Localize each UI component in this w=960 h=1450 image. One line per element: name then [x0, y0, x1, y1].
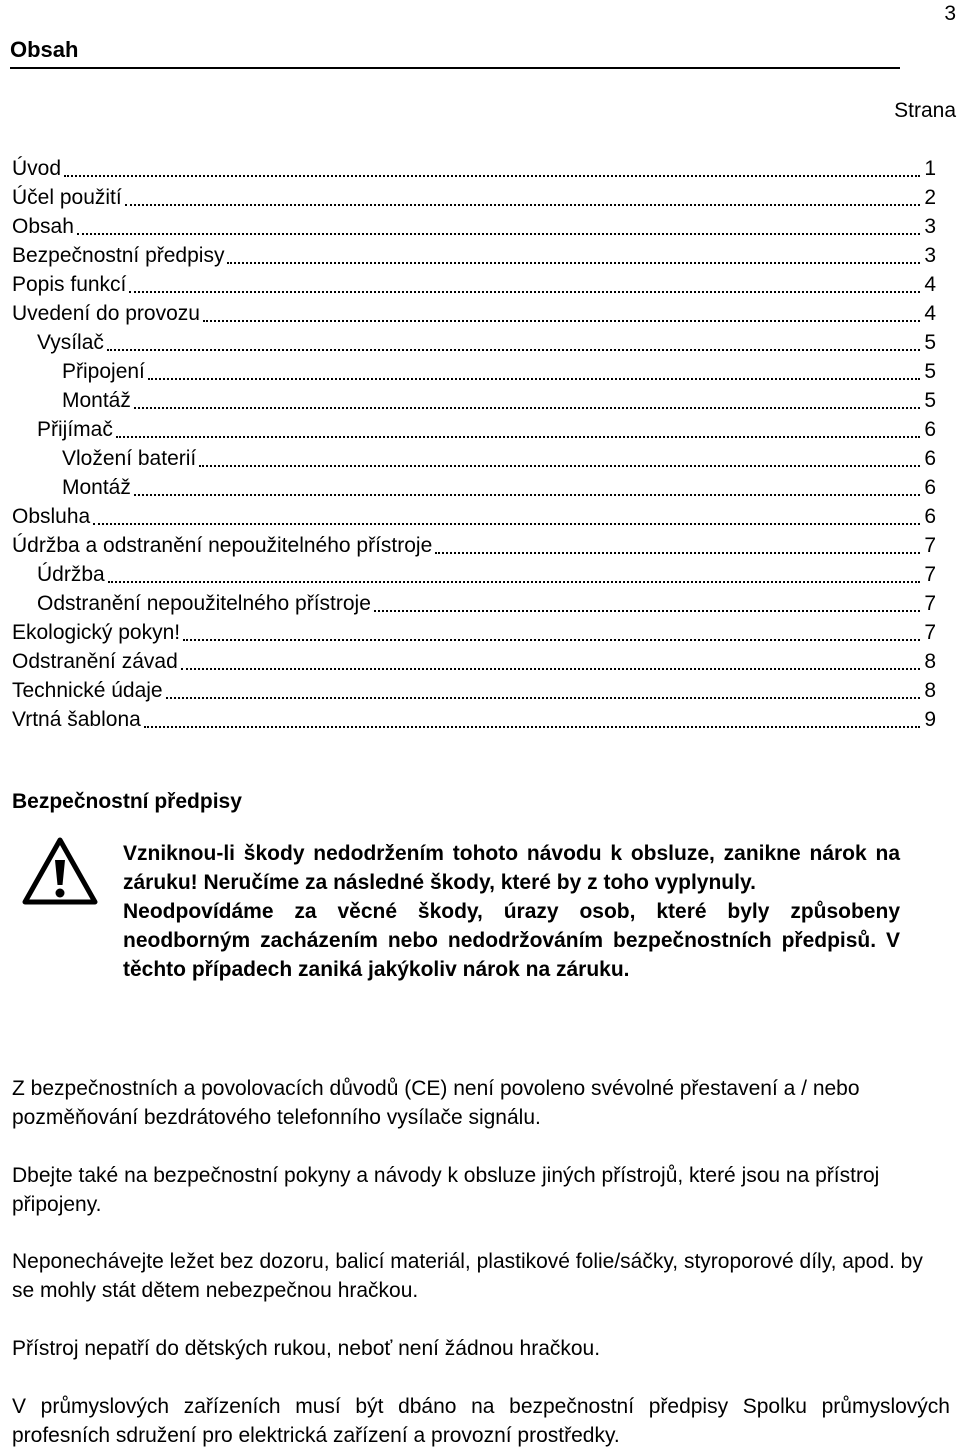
toc-entry	[12, 589, 936, 618]
toc-entry-title: Údržba	[37, 563, 105, 586]
toc-entry-title: Uvedení do provozu	[12, 302, 200, 325]
toc-entry-page: 1	[924, 157, 936, 180]
page-title: Obsah	[10, 37, 79, 62]
toc-entry	[12, 618, 936, 647]
toc-dot-leader	[144, 726, 921, 728]
toc-entry-page: 7	[924, 534, 936, 557]
page-column-label: Strana	[894, 99, 956, 122]
toc-entry-page: 3	[924, 215, 936, 238]
toc-dot-leader	[134, 407, 920, 409]
toc-entry-title: Úvod	[12, 157, 62, 180]
toc-entry	[12, 531, 936, 560]
toc-entry-page: 7	[924, 563, 936, 586]
toc-entry	[12, 357, 936, 386]
warning-paragraph: Vzniknou-li škody nedodržením tohoto návodu k obsluze, zanikne nárok na záruku! Neručíme za následné škody, které by z toho vyplynuly.	[123, 842, 900, 894]
toc-entry	[12, 473, 936, 502]
toc-dot-leader	[166, 697, 921, 699]
warning-triangle-icon	[22, 836, 98, 911]
toc-entry-title: Popis funkcí	[12, 273, 127, 296]
section-title: Bezpečnostní předpisy	[12, 790, 242, 813]
toc-dot-leader	[183, 639, 920, 641]
safety-paragraph: Z bezpečnostních a povolovacích důvodů (CE) není povoleno svévolné přestavení a / nebo pozměňování bezdrátového telefonního vysílače signálu.	[12, 1077, 860, 1129]
toc-entry-page: 7	[924, 621, 936, 644]
toc-entry-page: 3	[924, 244, 936, 267]
toc-entry-title: Montáž	[62, 476, 131, 499]
toc-dot-leader	[64, 175, 920, 177]
toc-entry-page: 6	[924, 418, 936, 441]
toc-entry-title: Ekologický pokyn!	[12, 621, 181, 644]
toc-dot-leader	[93, 523, 920, 525]
toc-entry	[12, 386, 936, 415]
toc-entry	[12, 647, 936, 676]
toc-entry-title: Údržba a odstranění nepoužitelného přístroje	[12, 534, 433, 557]
toc-entry-page: 4	[924, 273, 936, 296]
toc-dot-leader	[227, 262, 920, 264]
toc-entry	[12, 676, 936, 705]
safety-paragraph: Dbejte také na bezpečnostní pokyny a návody k obsluze jiných přístrojů, které jsou na přístroj připojeny.	[12, 1164, 880, 1216]
toc-dot-leader	[116, 436, 920, 438]
toc-entry-page: 5	[924, 389, 936, 412]
toc-entry-title: Přijímač	[37, 418, 113, 441]
toc-entry-title: Bezpečnostní předpisy	[12, 244, 225, 267]
toc-entry-page: 2	[924, 186, 936, 209]
toc-dot-leader	[374, 610, 920, 612]
toc-dot-leader	[203, 320, 920, 322]
toc-entry	[12, 183, 936, 212]
safety-paragraph: V průmyslových zařízeních musí být dbáno na bezpečnostní předpisy Spolku průmyslových profesních sdružení pro elektrická zařízení a provozní prostředky.	[12, 1395, 950, 1447]
toc-dot-leader	[129, 291, 920, 293]
toc-dot-leader	[181, 668, 921, 670]
safety-paragraph: Přístroj nepatří do dětských rukou, neboť není žádnou hračkou.	[12, 1337, 601, 1360]
toc-dot-leader	[148, 378, 920, 380]
toc-entry	[12, 154, 936, 183]
table-of-contents	[12, 154, 936, 734]
toc-entry-page: 5	[924, 360, 936, 383]
warning-paragraph: Neodpovídáme za věcné škody, úrazy osob, které byly způsobeny neodborným zacházením nebo nedodržováním bezpečnostních předpisů. V těchto případech zaniká jakýkoliv nárok na záruku.	[123, 900, 900, 981]
toc-entry	[12, 212, 936, 241]
toc-dot-leader	[199, 465, 920, 467]
toc-entry	[12, 299, 936, 328]
toc-entry-title: Odstranění závad	[12, 650, 178, 673]
toc-entry	[12, 415, 936, 444]
toc-entry-page: 4	[924, 302, 936, 325]
toc-entry-page: 5	[924, 331, 936, 354]
toc-entry	[12, 328, 936, 357]
toc-entry-page: 8	[924, 679, 936, 702]
toc-entry-title: Odstranění nepoužitelného přístroje	[37, 592, 371, 615]
toc-entry-page: 7	[924, 592, 936, 615]
warning-notice	[123, 839, 900, 984]
toc-entry-title: Montáž	[62, 389, 131, 412]
toc-entry-title: Technické údaje	[12, 679, 163, 702]
toc-entry-title: Vrtná šablona	[12, 708, 141, 731]
toc-entry-title: Vysílač	[37, 331, 104, 354]
toc-entry-page: 9	[924, 708, 936, 731]
toc-entry-page: 6	[924, 447, 936, 470]
toc-entry	[12, 241, 936, 270]
toc-entry	[12, 705, 936, 734]
toc-entry	[12, 270, 936, 299]
toc-entry	[12, 502, 936, 531]
toc-entry-title: Připojení	[62, 360, 145, 383]
page-number: 3	[944, 2, 956, 25]
toc-entry-title: Obsah	[12, 215, 74, 238]
toc-dot-leader	[134, 494, 920, 496]
toc-entry	[12, 560, 936, 589]
toc-dot-leader	[435, 552, 920, 554]
safety-paragraph: Neponechávejte ležet bez dozoru, balicí materiál, plastikové folie/sáčky, styroporové díly, apod. by se mohly stát dětem nebezpečnou hračkou.	[12, 1250, 923, 1302]
toc-entry-title: Účel použití	[12, 186, 122, 209]
toc-dot-leader	[107, 349, 920, 351]
toc-dot-leader	[77, 233, 920, 235]
toc-dot-leader	[125, 204, 921, 206]
toc-entry-title: Obsluha	[12, 505, 91, 528]
toc-entry-title: Vložení baterií	[62, 447, 197, 470]
toc-entry	[12, 444, 936, 473]
toc-entry-page: 8	[924, 650, 936, 673]
toc-dot-leader	[108, 581, 921, 583]
contents-header	[10, 36, 900, 69]
toc-entry-page: 6	[924, 476, 936, 499]
toc-entry-page: 6	[924, 505, 936, 528]
